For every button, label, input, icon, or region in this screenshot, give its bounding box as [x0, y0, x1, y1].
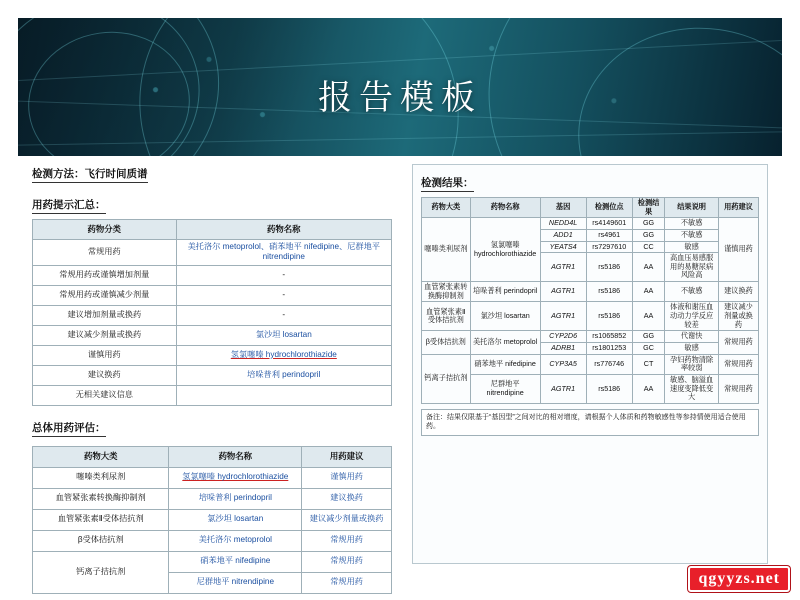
result-cell-category: 噻嗪类利尿剂 [422, 218, 471, 282]
overall-cell-drug: 氯沙坦 losartan [169, 509, 302, 530]
result-cell-desc: 代谢快 [665, 331, 719, 343]
tips-cell-drug: 美托洛尔 metoprolol、硝苯地平 nifedipine、尼群地平 nitrendipine [176, 240, 391, 266]
result-cell-result: AA [632, 282, 665, 302]
result-table [421, 197, 759, 404]
overall-cell-advice: 常规用药 [302, 551, 392, 572]
result-cell-drug: 美托洛尔 metoprolol [470, 331, 540, 354]
overall-cell-drug: 尼群地平 nitrendipine [169, 572, 302, 593]
tips-cell-drug [176, 385, 391, 405]
result-cell-gene: AGTR1 [540, 374, 586, 403]
result-cell-gene: AGTR1 [540, 282, 586, 302]
result-cell-result: AA [632, 374, 665, 403]
result-label: 检测结果： [421, 175, 474, 192]
result-cell-locus: rs4149601 [586, 218, 632, 230]
result-cell-locus: rs4961 [586, 229, 632, 241]
result-cell-drug: 氯沙坦 losartan [470, 302, 540, 331]
table-row [33, 305, 392, 325]
result-cell-desc: 敏感 [665, 241, 719, 253]
result-cell-locus: rs7297610 [586, 241, 632, 253]
result-cell-locus: rs5186 [586, 282, 632, 302]
result-cell-gene: ADRB1 [540, 342, 586, 354]
result-cell-drug: 硝苯地平 nifedipine [470, 354, 540, 374]
result-cell-advice: 建议换药 [718, 282, 758, 302]
result-cell-desc: 敏感、脑溢血速度变降低变大 [665, 374, 719, 403]
result-cell-locus: rs776746 [586, 354, 632, 374]
result-col-advice: 用药建议 [718, 198, 758, 218]
table-row [33, 509, 392, 530]
overall-cell-advice: 建议换药 [302, 488, 392, 509]
table-row [33, 325, 392, 345]
result-cell-gene: YEATS4 [540, 241, 586, 253]
page-title: 报告模板 [318, 80, 482, 117]
overall-cell-advice: 谨慎用药 [302, 467, 392, 488]
overall-cell-drug: 氢氯噻嗪 hydrochlorothiazide [169, 467, 302, 488]
result-cell-result: GC [632, 342, 665, 354]
result-cell-result: CC [632, 241, 665, 253]
result-cell-gene: ADD1 [540, 229, 586, 241]
result-cell-desc: 孕妇药物清除率较弱 [665, 354, 719, 374]
result-cell-desc: 敏感 [665, 342, 719, 354]
overall-cell-category: β受体拮抗剂 [33, 530, 169, 551]
result-cell-desc: 不敏感 [665, 229, 719, 241]
tips-cell-category: 无相关建议信息 [33, 385, 177, 405]
tips-cell-drug: 氢氯噻嗪 hydrochlorothiazide [176, 345, 391, 365]
table-row [33, 488, 392, 509]
tips-col-category: 药物分类 [33, 220, 177, 240]
result-cell-category: 钙离子拮抗剂 [422, 354, 471, 403]
tips-cell-category: 常规用药或谨慎减少剂量 [33, 285, 177, 305]
table-row [33, 365, 392, 385]
result-cell-desc: 不敏感 [665, 218, 719, 230]
table-row [33, 285, 392, 305]
result-col-drug: 药物名称 [470, 198, 540, 218]
table-row [422, 218, 759, 230]
overall-cell-advice: 常规用药 [302, 572, 392, 593]
tips-cell-drug: - [176, 285, 391, 305]
table-row [33, 467, 392, 488]
result-note: 备注：结果仅限基于“基因型”之间对比的相对增度，请根据个人体质和药物敏感性等参持情使用适合使用药。 [421, 409, 759, 436]
result-cell-locus: rs5186 [586, 374, 632, 403]
right-panel [412, 164, 768, 564]
overall-cell-category: 钙离子拮抗剂 [33, 551, 169, 593]
table-row [422, 282, 759, 302]
table-row [33, 551, 392, 572]
table-row [33, 385, 392, 405]
result-col-locus: 检测位点 [586, 198, 632, 218]
overall-cell-drug: 硝苯地平 nifedipine [169, 551, 302, 572]
tips-cell-category: 建议增加剂量或换药 [33, 305, 177, 325]
tips-label: 用药提示汇总： [32, 197, 106, 214]
result-cell-gene: AGTR1 [540, 253, 586, 282]
result-cell-result: AA [632, 253, 665, 282]
result-cell-drug: 培哚普利 perindopril [470, 282, 540, 302]
result-cell-result: GG [632, 331, 665, 343]
result-cell-advice: 常规用药 [718, 374, 758, 403]
table-header-row [33, 220, 392, 240]
table-row [33, 530, 392, 551]
result-col-result: 检测结果 [632, 198, 665, 218]
result-cell-advice: 常规用药 [718, 331, 758, 354]
tips-cell-category: 常规用药或谨慎增加剂量 [33, 265, 177, 285]
result-cell-advice: 谨慎用药 [718, 218, 758, 282]
table-row [33, 345, 392, 365]
overall-col-drug: 药物名称 [169, 446, 302, 467]
overall-cell-category: 血管紧张素Ⅱ受体拮抗剂 [33, 509, 169, 530]
table-row [33, 265, 392, 285]
result-cell-category: 血管紧张素转换酶抑制剂 [422, 282, 471, 302]
result-cell-category: β受体拮抗剂 [422, 331, 471, 354]
overall-cell-category: 血管紧张素转换酶抑制剂 [33, 488, 169, 509]
overall-cell-drug: 培哚普利 perindopril [169, 488, 302, 509]
tips-cell-category: 常规用药 [33, 240, 177, 266]
overall-col-advice: 用药建议 [302, 446, 392, 467]
table-row [422, 374, 759, 403]
hero-banner [18, 18, 782, 156]
result-cell-category: 血管紧张素Ⅱ受体拮抗剂 [422, 302, 471, 331]
overall-cell-advice: 常规用药 [302, 530, 392, 551]
left-panel [32, 164, 392, 594]
result-cell-locus: rs5186 [586, 302, 632, 331]
overall-cell-drug: 美托洛尔 metoprolol [169, 530, 302, 551]
tips-cell-category: 谨慎用药 [33, 345, 177, 365]
watermark: qgyyzs.net [688, 566, 790, 592]
tips-cell-drug: 氯沙坦 losartan [176, 325, 391, 345]
table-header-row [422, 198, 759, 218]
tips-cell-category: 建议换药 [33, 365, 177, 385]
result-cell-gene: CYP2D6 [540, 331, 586, 343]
overall-cell-advice: 建议减少剂量或换药 [302, 509, 392, 530]
slide-content [18, 160, 782, 587]
result-cell-gene: NEDD4L [540, 218, 586, 230]
result-cell-drug: 尼群地平 nitrendipine [470, 374, 540, 403]
result-col-desc: 结果说明 [665, 198, 719, 218]
overall-table [32, 446, 392, 594]
result-cell-advice: 建议减少剂量或换药 [718, 302, 758, 331]
tips-col-drug: 药物名称 [176, 220, 391, 240]
tips-cell-drug: - [176, 305, 391, 325]
table-row [422, 302, 759, 331]
result-cell-gene: CYP3A5 [540, 354, 586, 374]
tips-cell-drug: - [176, 265, 391, 285]
method-label: 检测方法：飞行时间质谱 [32, 166, 148, 183]
result-cell-drug: 氢氯噻嗪 hydrochlorothiazide [470, 218, 540, 282]
result-col-gene: 基因 [540, 198, 586, 218]
tips-cell-drug: 培哚普利 perindopril [176, 365, 391, 385]
result-cell-desc: 高血压易感服用的易糖尿病风险高 [665, 253, 719, 282]
table-header-row [33, 446, 392, 467]
result-cell-locus: rs1065852 [586, 331, 632, 343]
result-cell-desc: 体液和谢压血动动力学反应较差 [665, 302, 719, 331]
result-col-category: 药物大类 [422, 198, 471, 218]
result-cell-advice: 常规用药 [718, 354, 758, 374]
result-cell-desc: 不敏感 [665, 282, 719, 302]
overall-col-category: 药物大类 [33, 446, 169, 467]
table-row [33, 240, 392, 266]
table-row [422, 331, 759, 343]
overall-cell-category: 噻嗪类利尿剂 [33, 467, 169, 488]
result-cell-result: GG [632, 218, 665, 230]
result-cell-result: AA [632, 302, 665, 331]
result-cell-result: CT [632, 354, 665, 374]
table-row [422, 354, 759, 374]
result-cell-locus: rs1801253 [586, 342, 632, 354]
tips-cell-category: 建议减少剂量或换药 [33, 325, 177, 345]
result-cell-result: GG [632, 229, 665, 241]
result-cell-gene: AGTR1 [540, 302, 586, 331]
overall-label: 总体用药评估： [32, 420, 106, 437]
result-cell-locus: rs5186 [586, 253, 632, 282]
tips-table [32, 219, 392, 406]
